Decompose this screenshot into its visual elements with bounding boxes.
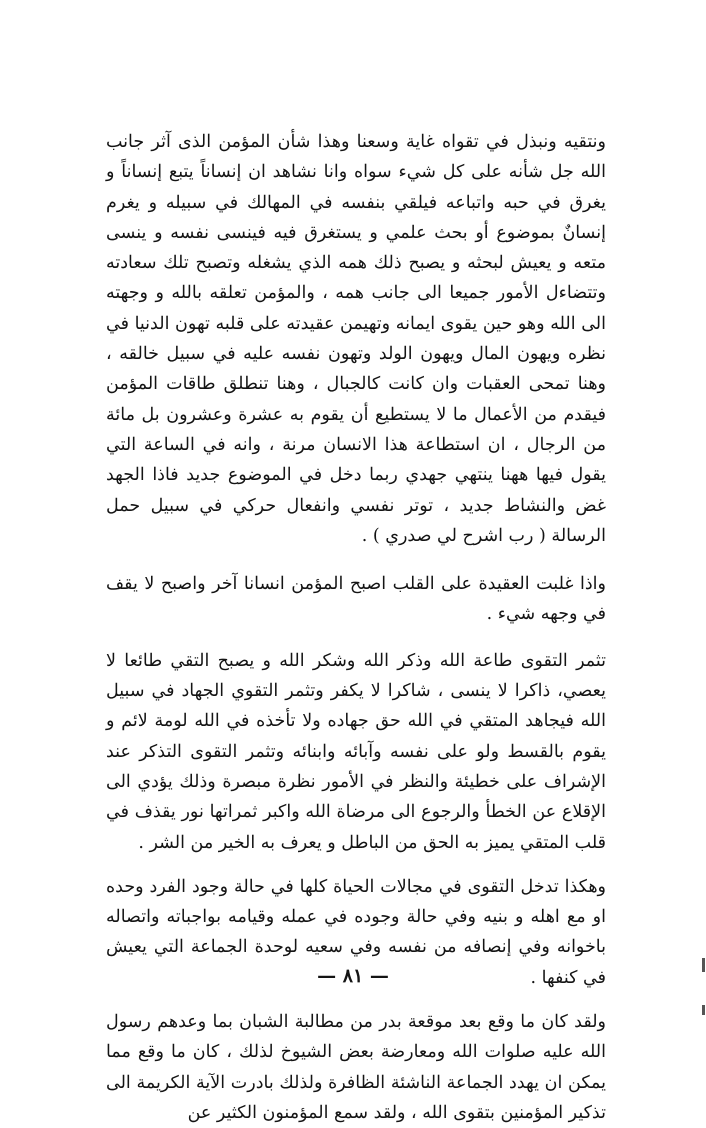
paragraph: تثمر التقوى طاعة الله وذكر الله وشكر الله و يصبح التقي طائعا لا يعصي، ذاكرا لا ينسى ، شاكرا لا يكفر وتثمر التقوي الجهاد في سبيل الله فيجاهد المتقي في الله حق جهاده ولا تأخذه في الله لومة لائم و يقوم بالقسط ولو على نفسه وآبائه وابنائه وتثمر التقوى التذكر عند الإشراف على خطيئة والنظر في الأمور نظرة مبصرة وذلك يؤدي الى الإقلاع عن الخطأ والرجوع الى مرضاة الله واكبر ثمراتها نور يقذف في قلب المتقي يميز به الحق من الباطل و يعرف به الخير من الشر . — [106, 650, 606, 853]
paragraph: ولقد كان ما وقع بعد موقعة بدر من مطالبة الشبان بما وعدهم رسول الله عليه صلوات الله ومعارضة بعض الشيوخ لذلك ، كان ما وقع مما يمكن ان يهدد الجماعة الناشئة الظافرة ولذلك بادرت الآية الكريمة الى تذكير المؤمنين بتقوى الله ، ولقد سمع المؤمنون الكثير عن — [106, 1012, 606, 1123]
paragraph: ونتقيه ونبذل في تقواه غاية وسعنا وهذا شأن المؤمن الذى آثر جانب الله جل شأنه على كل شيء سواه وانا نشاهد ان إنساناً يتبع إنساناً و يغرق في حبه واتباعه فيلقي بنفسه في المهالك في سبيله و يغرم إنسانٌ بموضوع أو بحث علمي و يستغرق فيه فينسى نفسه و ينسى متعه و يعيش لبحثه و يصبح ذلك همه الذي يشغله وتصبح تلك سعادته وتتضاءل الأمور جميعا الى جانب همه ، والمؤمن تعلقه بالله و وجهته الى الله وهو حين يقوى ايمانه وتهيمن عقيدته على قلبه تهون الدنيا في نظره ويهون المال ويهون الولد وتهون نفسه عليه في سبيل خالقه ، وهنا تمحى العقبات وان كانت كالجبال ، وهنا تنطلق طاقات المؤمن فيقدم من الأعمال ما لا يستطيع أن يقوم به عشرة وعشرون بل مائة من الرجال ، ان استطاعة هذا الانسان مرنة ، وانه في الساعة التي يقول فيها ههنا ينتهي جهدي ربما دخل في الموضوع جديد فاذا الجهد غض والنشاط جديد ، توتر نفسي وانفعال حركي في سبيل حمل الرسالة ( رب اشرح لي صدري ) . — [106, 132, 606, 546]
paragraph: وهكذا تدخل التقوى في مجالات الحياة كلها في حالة وجود الفرد وحده او مع اهله و بنيه وفي حالة وجوده في عمله وقيامه بواجباته واتصاله باخوانه وفي إنصافه من نفسه وفي سعيه لوحدة الجماعة التي يعيش في كنفها . — [106, 876, 606, 988]
scan-edge-mark — [702, 1005, 705, 1015]
scan-edge-mark — [702, 958, 705, 972]
paragraph: واذا غلبت العقيدة على القلب اصبح المؤمن انسانا آخر واصبح لا يقف في وجهه شيء . — [106, 574, 606, 625]
page-number: — ٨١ — — [317, 965, 389, 987]
